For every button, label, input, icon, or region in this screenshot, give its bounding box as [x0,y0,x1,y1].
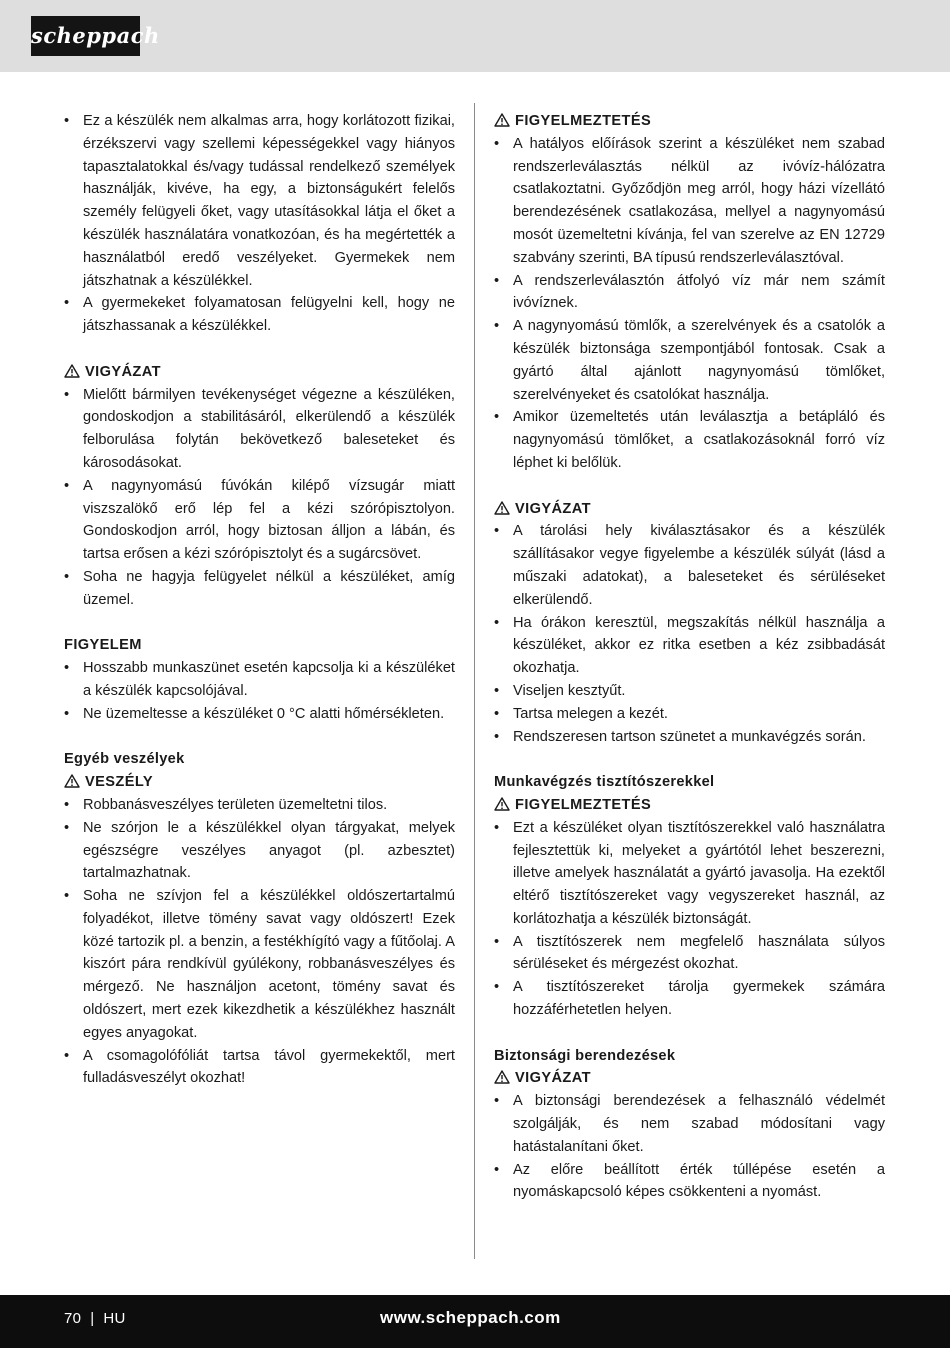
warning-heading [494,794,885,817]
warning-triangle-icon [64,364,82,378]
bullet-item: • A biztonsági berendezések a felhasználó védelmét szolgálják, és nem szabad módosítani vagy hatástalanítani őket. [494,1090,885,1158]
section-spacer [494,475,885,498]
bullet-list [64,657,455,725]
bullet-item: • A tárolási hely kiválasztásakor és a készülék szállításakor vegye figyelembe a készülék súlyát (lásd a műszaki adatokat), a baleseteket és sérüléseket elkerülendő. [494,520,885,611]
bullet-item: • Ez a készülék nem alkalmas arra, hogy korlátozott fizikai, érzékszervi vagy szellemi képességekkel vagy hiányos tapasztalatokkal és/vagy tudással rendelkező személyek használják, kivéve, ha egy, a biztonságukért felelős személy felügyeli őket, vagy utasításokkal látja el őket a készülék használatára vonatkozóan, és ha megértették a használatból eredő veszélyeket. Gyermekek nem játszhatnak a készülékkel. [64,110,455,292]
bullet-item: • A tisztítószereket tárolja gyermekek számára hozzáférhetetlen helyen. [494,976,885,1022]
page-number [64,1310,126,1327]
warning-heading [64,361,455,384]
bullet-item: • Ne szórjon le a készülékkel olyan tárgyakat, melyek egészségre veszélyes anyagot (pl. azbesztet) tartalmazhatnak. [64,817,455,885]
bullet-item: • Amikor üzemeltetés után leválasztja a betápláló és nagynyomású tömlőket, a csatlakozásoknál forró víz léphet ki belőlük. [494,406,885,474]
bullet-item: • Hosszabb munkaszünet esetén kapcsolja ki a készüléket a készülék kapcsolójával. [64,657,455,703]
warning-heading-text: VESZÉLY [85,774,153,791]
warning-heading [494,498,885,521]
bullet-item: • Ne üzemeltesse a készüléket 0 °C alatti hőmérsékleten. [64,703,455,726]
bullet-item: • Mielőtt bármilyen tevékenységet végezne a készüléken, gondoskodjon a stabilitásáról, elkerülendő a készülék felborulása folytán bekövetkező baleseteket és károsodásokat. [64,384,455,475]
left-column [64,110,455,1090]
bullet-list [494,133,885,475]
section-spacer [64,338,455,361]
warning-heading-text: VIGYÁZAT [515,1070,591,1087]
bullet-item: • A gyermekeket folyamatosan felügyelni kell, hogy ne játszhassanak a készülékkel. [64,292,455,338]
brand-logo: scheppach [31,16,140,56]
warning-heading-text: VIGYÁZAT [85,363,161,380]
section-spacer [64,726,455,749]
bullet-item: • Soha ne hagyja felügyelet nélkül a készüléket, amíg üzemel. [64,566,455,612]
bullet-item: • A tisztítószerek nem megfelelő használata súlyos sérüléseket és mérgezést okozhat. [494,931,885,977]
page-number-value: 70 [64,1310,82,1327]
warning-heading-text: FIGYELMEZTETÉS [515,796,652,813]
bullet-item: • A hatályos előírások szerint a készüléket nem szabad rendszerleválasztás nélkül az ivóvíz-hálózatra csatlakoztatni. Győződjön meg arról, hogy házi vízellátó berendezésének csatlakozása, mellyel a nagynyomású mosót üzemeltetni kívánja, fel van szerelve az EN 12729 szabvány szerinti, BA típusú rendszerleválasztóval. [494,133,885,270]
bullet-item: • Az előre beállított érték túllépése esetén a nyomáskapcsoló képes csökkenteni a nyomást. [494,1159,885,1205]
bullet-list [494,1090,885,1204]
bullet-item: • Ezt a készüléket olyan tisztítószerekkel való használatra fejlesztettük ki, melyeket a gyártótól lehet beszerezni, illetve amelyek használatát a gyártó javasolja. Ha ezektől eltérő tisztítószereket vagy vegyszereket használ, az korlátozhatja a készülék biztonságát. [494,817,885,931]
bullet-item: • A nagynyomású fúvókán kilépő vízsugár miatt viszszalökő erő lép fel a kézi szórópisztolyon. Gondoskodjon arról, hogy biztosan álljon a lábán, és tartsa erősen a kézi szórópisztolyt és a sugárcsövet. [64,475,455,566]
page-footer [0,1295,950,1348]
page-header [0,0,950,72]
footer-separator: | [85,1310,99,1327]
bullet-item: • Tartsa melegen a kezét. [494,703,885,726]
warning-heading-text: VIGYÁZAT [515,500,591,517]
warning-triangle-icon [494,797,512,811]
warning-heading [494,110,885,133]
bullet-item: • Ha órákon keresztül, megszakítás nélkül használja a készüléket, akkor ez ritka esetben a kéz zsibbadását okozhatja. [494,612,885,680]
section-title: Egyéb veszélyek [64,751,185,768]
section-spacer [494,1022,885,1045]
warning-heading [494,1067,885,1090]
bullet-item: • Soha ne szívjon fel a készülékkel oldószertartalmú folyadékot, illetve tömény savat vagy oldószert! Ezek közé tartozik pl. a benzin, a festékhígító vagy a fűtőolaj. A kiszórt pára rendkívül gyúlékony, robbanásveszélyes és mérgező. Ne használjon acetont, tömény savat és oldószert, mert ezek kikezdhetik a készülékhez használt egyes anyagokat. [64,885,455,1045]
notice-heading: FIGYELEM [64,637,142,654]
website-link[interactable]: www.scheppach.com [380,1308,561,1327]
warning-triangle-icon [494,501,512,515]
bullet-item: • A nagynyomású tömlők, a szerelvények és a csatolók a készülék biztonsága szempontjából fontosak. Csak a gyártó által ajánlott nagynyomású tömlőket, szerelvényeket és csatolókat használja. [494,315,885,406]
warning-heading [64,771,455,794]
section-spacer [494,748,885,771]
warning-heading-text: FIGYELMEZTETÉS [515,113,652,129]
bullet-list [494,817,885,1022]
section-title: Biztonsági berendezések [494,1047,676,1064]
bullet-item: • Viseljen kesztyűt. [494,680,885,703]
section-title: Munkavégzés tisztítószerekkel [494,774,715,791]
warning-triangle-icon [64,774,82,788]
bullet-item: • A csomagolófóliát tartsa távol gyermekektől, mert fulladásveszélyt okozhat! [64,1045,455,1091]
bullet-list [64,794,455,1090]
bullet-list [64,110,455,338]
column-divider [474,103,475,1259]
language-code: HU [103,1310,126,1327]
bullet-item: • Rendszeresen tartson szünetet a munkavégzés során. [494,726,885,749]
bullet-list [64,384,455,612]
bullet-list [494,520,885,748]
bullet-item: • Robbanásveszélyes területen üzemeltetni tilos. [64,794,455,817]
section-spacer [64,612,455,635]
warning-triangle-icon [494,1070,512,1084]
bullet-item: • A rendszerleválasztón átfolyó víz már nem számít ivóvíznek. [494,270,885,316]
warning-triangle-icon [494,113,512,127]
right-column [494,110,885,1204]
